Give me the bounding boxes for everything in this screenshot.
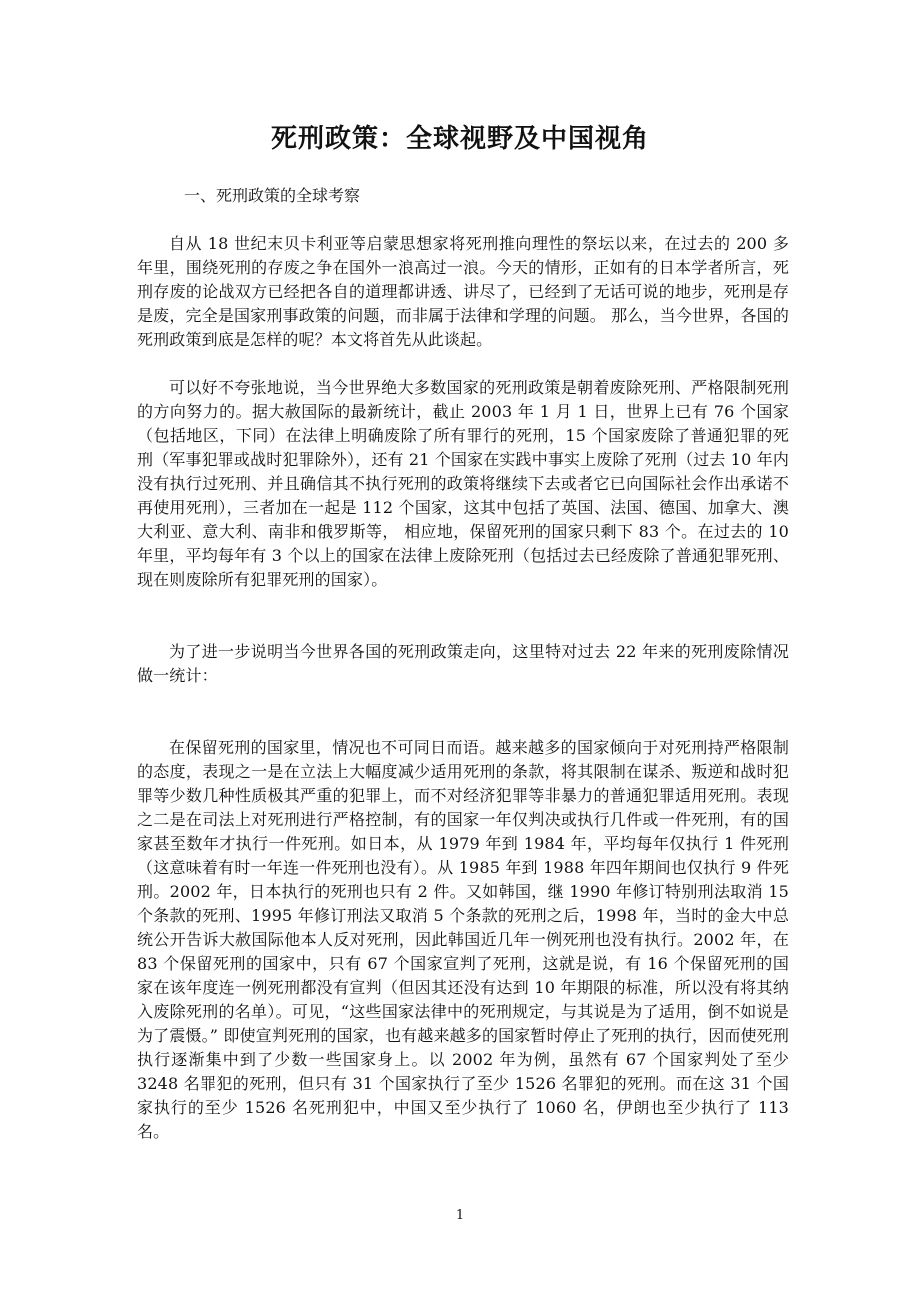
page-number: 1 bbox=[455, 1208, 465, 1223]
paragraph: 在保留死刑的国家里，情况也不可同日而语。越来越多的国家倾向于对死刑持严格限制的态度，表现之一是在立法上大幅度减少适用死刑的条款，将其限制在谋杀、叛逆和战时犯罪等少数几种性质极其严重的犯罪上，而不对经济犯罪等非暴力的普通犯罪适用死刑。表现之二是在司法上对死刑进行严格控制，有的国家一年仅判决或执行几件或一件死刑，有的国家甚至数年才执行一件死刑。如日本，从 1979 年到 1984 年，平均每年仅执行 1 件死刑（这意味着有时一年连一件死刑也没有）。从 1985 年到 1988 年四年期间也仅执行 9 件死刑。2002 年，日本执行的死刑也只有 2 件。又如韩国，继 1990 年修订特别刑法取消 15 个条款的死刑、1995 年修订刑法又取消 5 个条款的死刑之后，1998 年，当时的金大中总统公开告诉大赦国际他本人反对死刑，因此韩国近几年一例死刑也没有执行。2002 年，在 83 个保留死刑的国家中，只有 67 个国家宣判了死刑，这就是说，有 16 个保留死刑的国家在该年度连一例死刑都没有宣判（但因其还没有达到 10 年期限的标准，所以没有将其纳入废除死刑的名单）。可见，“这些国家法律中的死刑规定，与其说是为了适用，倒不如说是为了震慑。” 即使宣判死刑的国家，也有越来越多的国家暂时停止了死刑的执行，因而使死刑执行逐渐集中到了少数一些国家身上。以 2002 年为例，虽然有 67 个国家判处了至少 3248 名罪犯的死刑，但只有 31 个国家执行了至少 1526 名罪犯的死刑。而在这 31 个国家执行的至少 1526 名死刑犯中，中国又至少执行了 1060 名，伊朗也至少执行了 113 名。 bbox=[137, 738, 789, 1141]
paragraph: 可以好不夸张地说，当今世界绝大多数国家的死刑政策是朝着废除死刑、严格限制死刑的方向努力的。据大赦国际的最新统计，截止 2003 年 1 月 1 日，世界上已有 76 个国家（包括地区，下同）在法律上明确废除了所有罪行的死刑，15 个国家废除了普通犯罪的死刑（军事犯罪或战时犯罪除外），还有 21 个国家在实践中事实上废除了死刑（过去 10 年内没有执行过死刑、并且确信其不执行死刑的政策将继续下去或者它已向国际社会作出承诺不再使用死刑），三者加在一起是 112 个国家，这其中包括了英国、法国、德国、加拿大、澳大利亚、意大利、南非和俄罗斯等， 相应地，保留死刑的国家只剩下 83 个。在过去的 10 年里，平均每年有 3 个以上的国家在法律上废除死刑（包括过去已经废除了普通犯罪死刑、现在则废除所有犯罪死刑的国家）。 bbox=[137, 378, 789, 589]
document-title: 死刑政策：全球视野及中国视角 bbox=[270, 124, 649, 154]
paragraph: 为了进一步说明当今世界各国的死刑政策走向，这里特对过去 22 年来的死刑废除情况做一统计： bbox=[137, 642, 789, 685]
section-heading: 一、死刑政策的全球考察 bbox=[184, 186, 361, 205]
paragraph: 自从 18 世纪末贝卡利亚等启蒙思想家将死刑推向理性的祭坛以来，在过去的 200 多年里，围绕死刑的存废之争在国外一浪高过一浪。今天的情形，正如有的日本学者所言，死刑存废的论战双方已经把各自的道理都讲透、讲尽了，已经到了无话可说的地步，死刑是存是废，完全是国家刑事政策的问题，而非属于法律和学理的问题。 那么，当今世界，各国的死刑政策到底是怎样的呢？本文将首先从此谈起。 bbox=[137, 234, 789, 349]
